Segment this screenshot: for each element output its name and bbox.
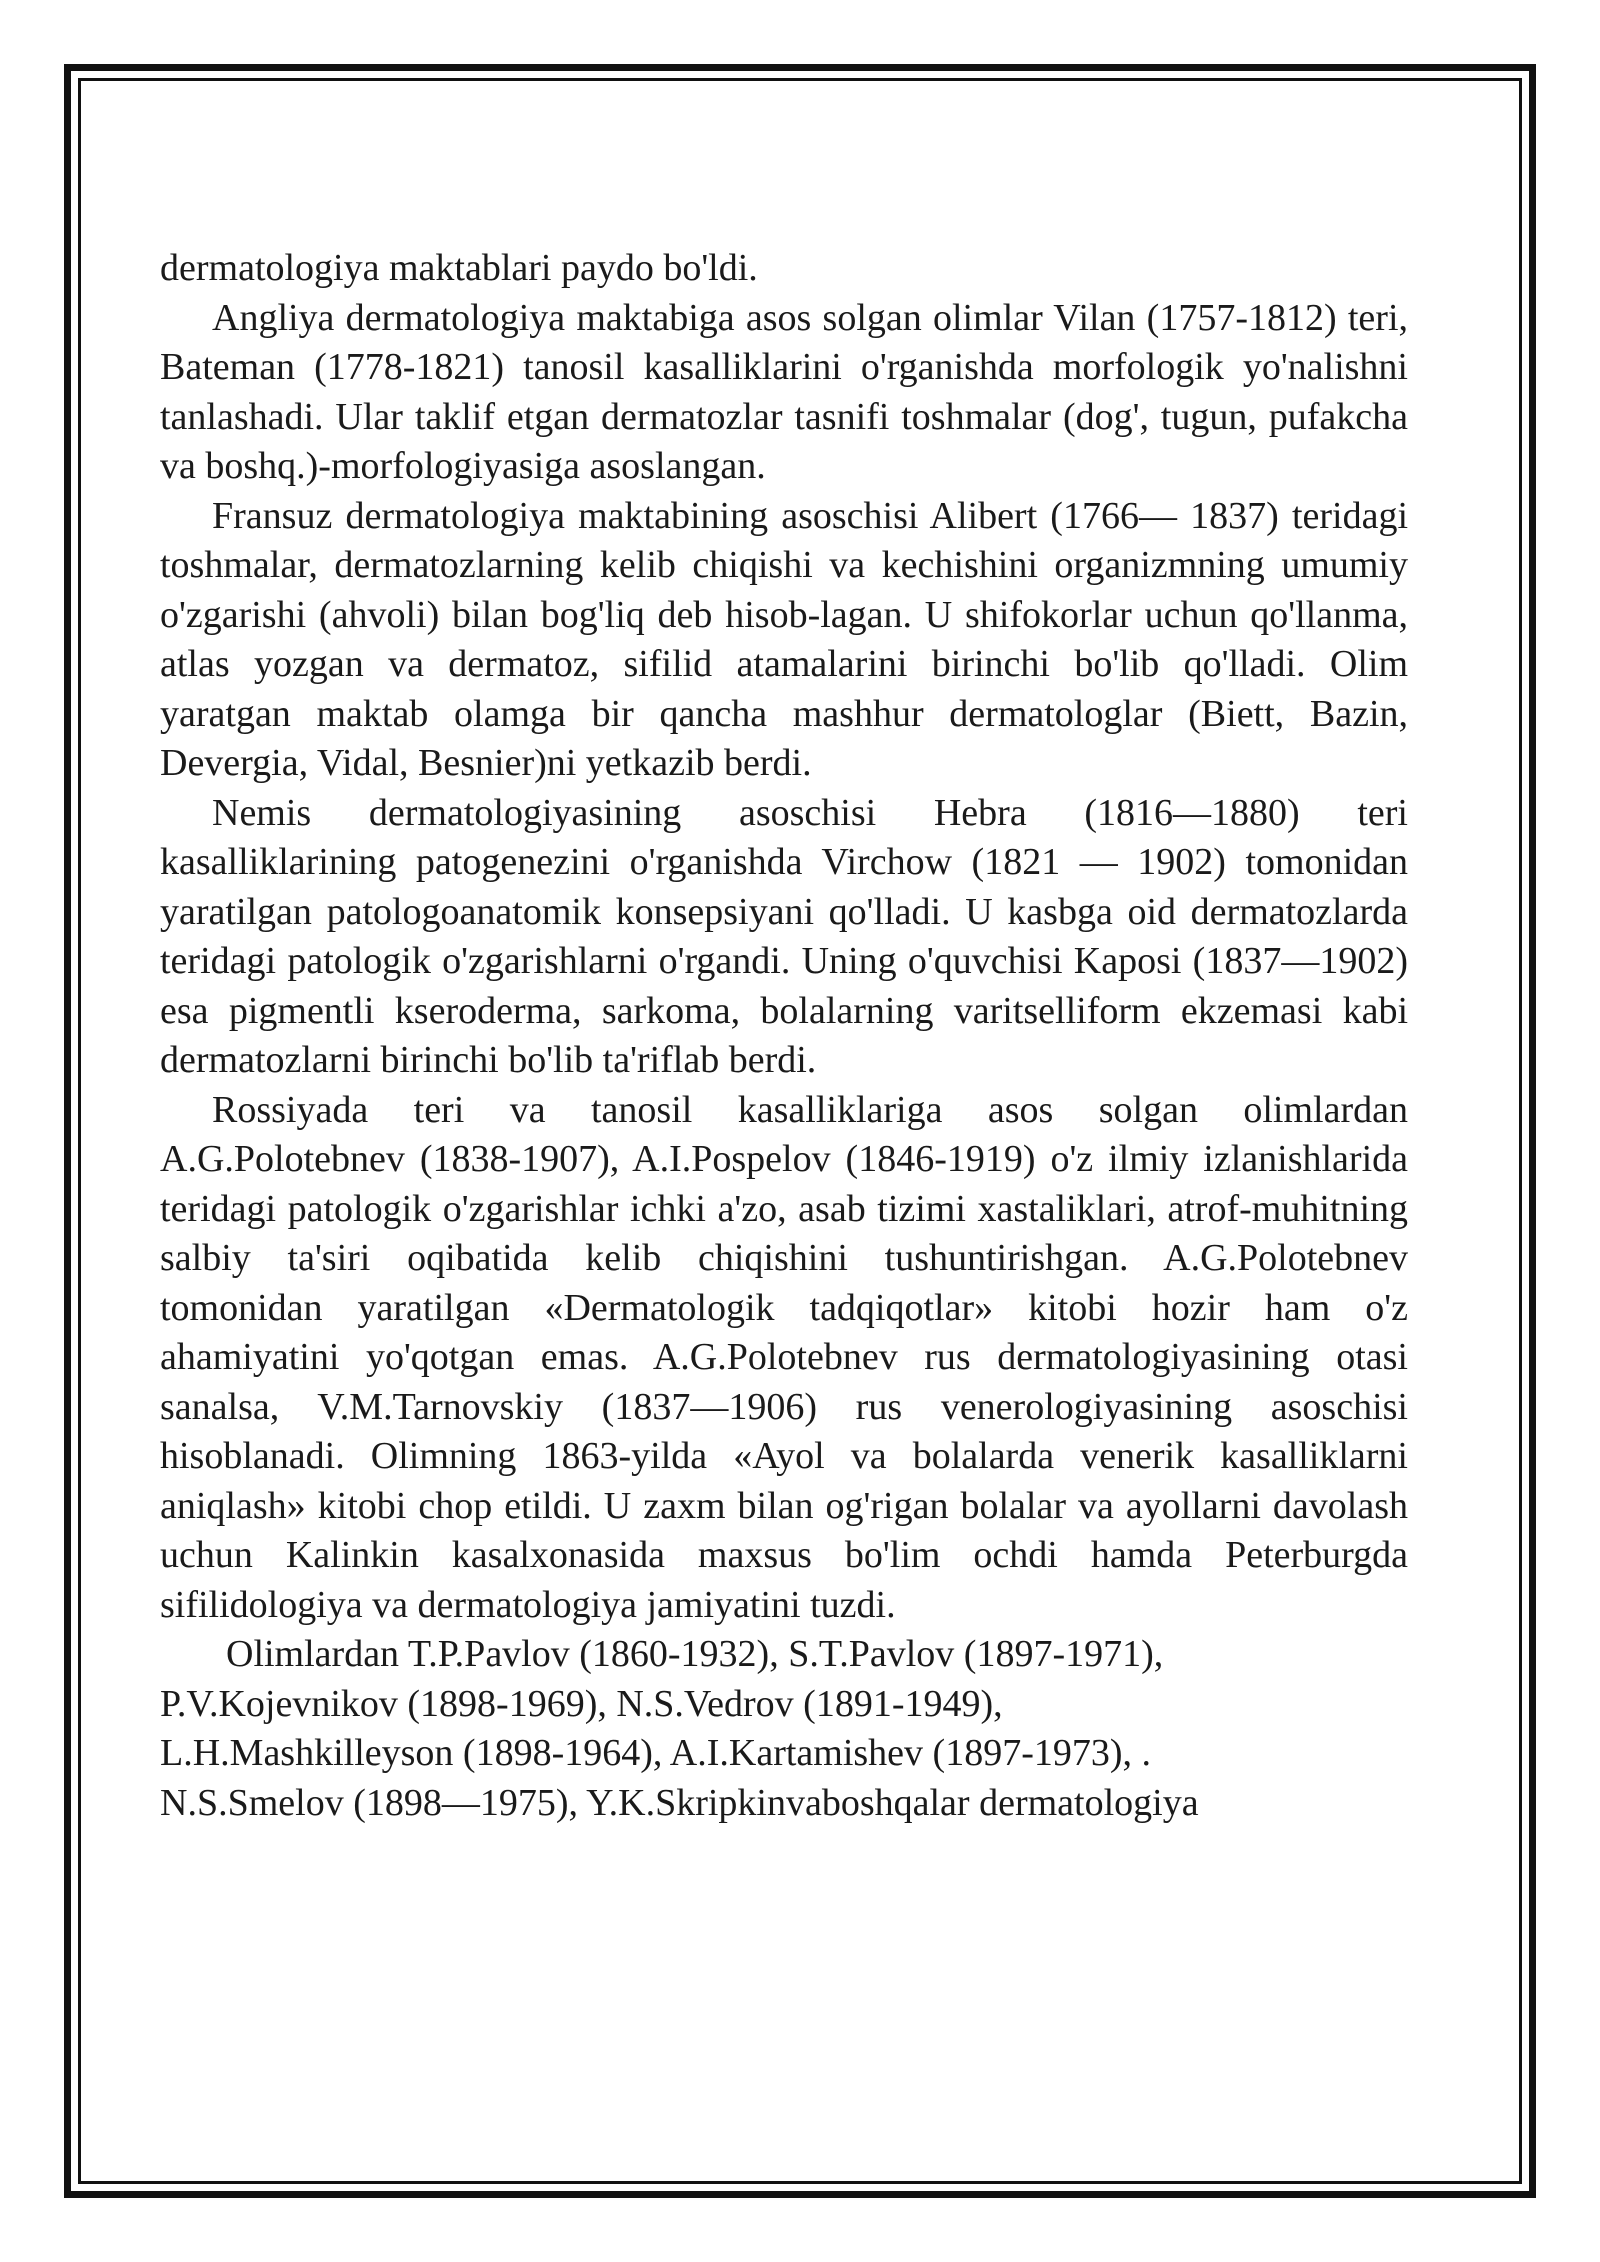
paragraph-scientists-list (160, 1630, 1408, 1828)
paragraph-german-school: Nemis dermatologiyasining asoschisi Hebra (1816—1880) teri kasalliklarining patogenezini o'rganishda Virchow (1821 — 1902) tomonidan yaratilgan patologoanatomik konsepsiyani qo'lladi. U kasbga oid dermatozlarda teridagi patologik o'zgarishlarni o'rgandi. Uning o'quvchisi Kaposi (1837—1902) esa pigmentli kseroderma, sarkoma, bolalarning varitselliform ekzemasi kabi dermatozlarni birinchi bo'lib ta'riflab berdi. (160, 791, 1408, 1081)
scientists-line: N.S.Smelov (1898—1975), Y.K.Skripkinvaboshqalar dermatologiya (160, 1781, 1199, 1824)
paragraph-russian-school: Rossiyada teri va tanosil kasalliklariga asos solgan olimlardan A.G.Polotebnev (1838-1907), A.I.Pospelov (1846-1919) o'z ilmiy izlanishlarida teridagi patologik o'zgarishlar ichki a'zo, asab tizimi xastaliklari, atrof-muhitning salbiy ta'siri oqibatida kelib chiqishini tushuntirishgan. A.G.Polotebnev tomonidan yaratilgan «Dermatologik tadqiqotlar» kitobi hozir ham o'z ahamiyatini yo'qotgan emas. A.G.Polotebnev rus dermatologiyasining otasi sanalsa, V.M.Tarnovskiy (1837—1906) rus venerologiyasining asoschisi hisoblanadi. Olimning 1863-yilda «Ayol va bolalarda venerik kasalliklarni aniqlash» kitobi chop etildi. U zaxm bilan og'rigan bolalar va ayollarni davolash uchun Kalinkin kasalxonasida maxsus bo'lim ochdi hamda Peterburgda sifilidologiya va dermatologiya jamiyatini tuzdi. (160, 1088, 1408, 1626)
paragraph-continuation: dermatologiya maktablari paydo bo'ldi. (160, 247, 758, 289)
scientists-line: P.V.Kojevnikov (1898-1969), N.S.Vedrov (1891-1949), (160, 1682, 1003, 1725)
paragraph-french-school: Fransuz dermatologiya maktabining asoschisi Alibert (1766— 1837) teridagi toshmalar, dermatozlarning kelib chiqishi va kechishini organizmning umumiy o'zgarishi (ahvoli) bilan bog'liq deb hisob-lagan. U shifokorlar uchun qo'llanma, atlas yozgan va dermatoz, sifilid atamalarini birinchi bo'lib qo'lladi. Olim yaratgan maktab olamga bir qancha mashhur dermatologlar (Biett, Bazin, Devergia, Vidal, Besnier)ni yetkazib berdi. (160, 494, 1408, 784)
scientists-line: L.H.Mashkilleyson (1898-1964), A.I.Kartamishev (1897-1973), . (160, 1732, 1152, 1774)
page-text (160, 244, 1408, 1828)
scientists-line: Olimlardan T.P.Pavlov (1860-1932), S.T.Pavlov (1897-1971), (226, 1633, 1164, 1675)
paragraph-england-school: Angliya dermatologiya maktabiga asos solgan olimlar Vilan (1757-1812) teri, Bateman (1778-1821) tanosil kasalliklarini o'rganishda morfologik yo'nalishni tanlashadi. Ular taklif etgan dermatozlar tasnifi toshmalar (dog', tugun, pufakcha va boshq.)-morfologiyasiga asoslangan. (160, 296, 1408, 487)
